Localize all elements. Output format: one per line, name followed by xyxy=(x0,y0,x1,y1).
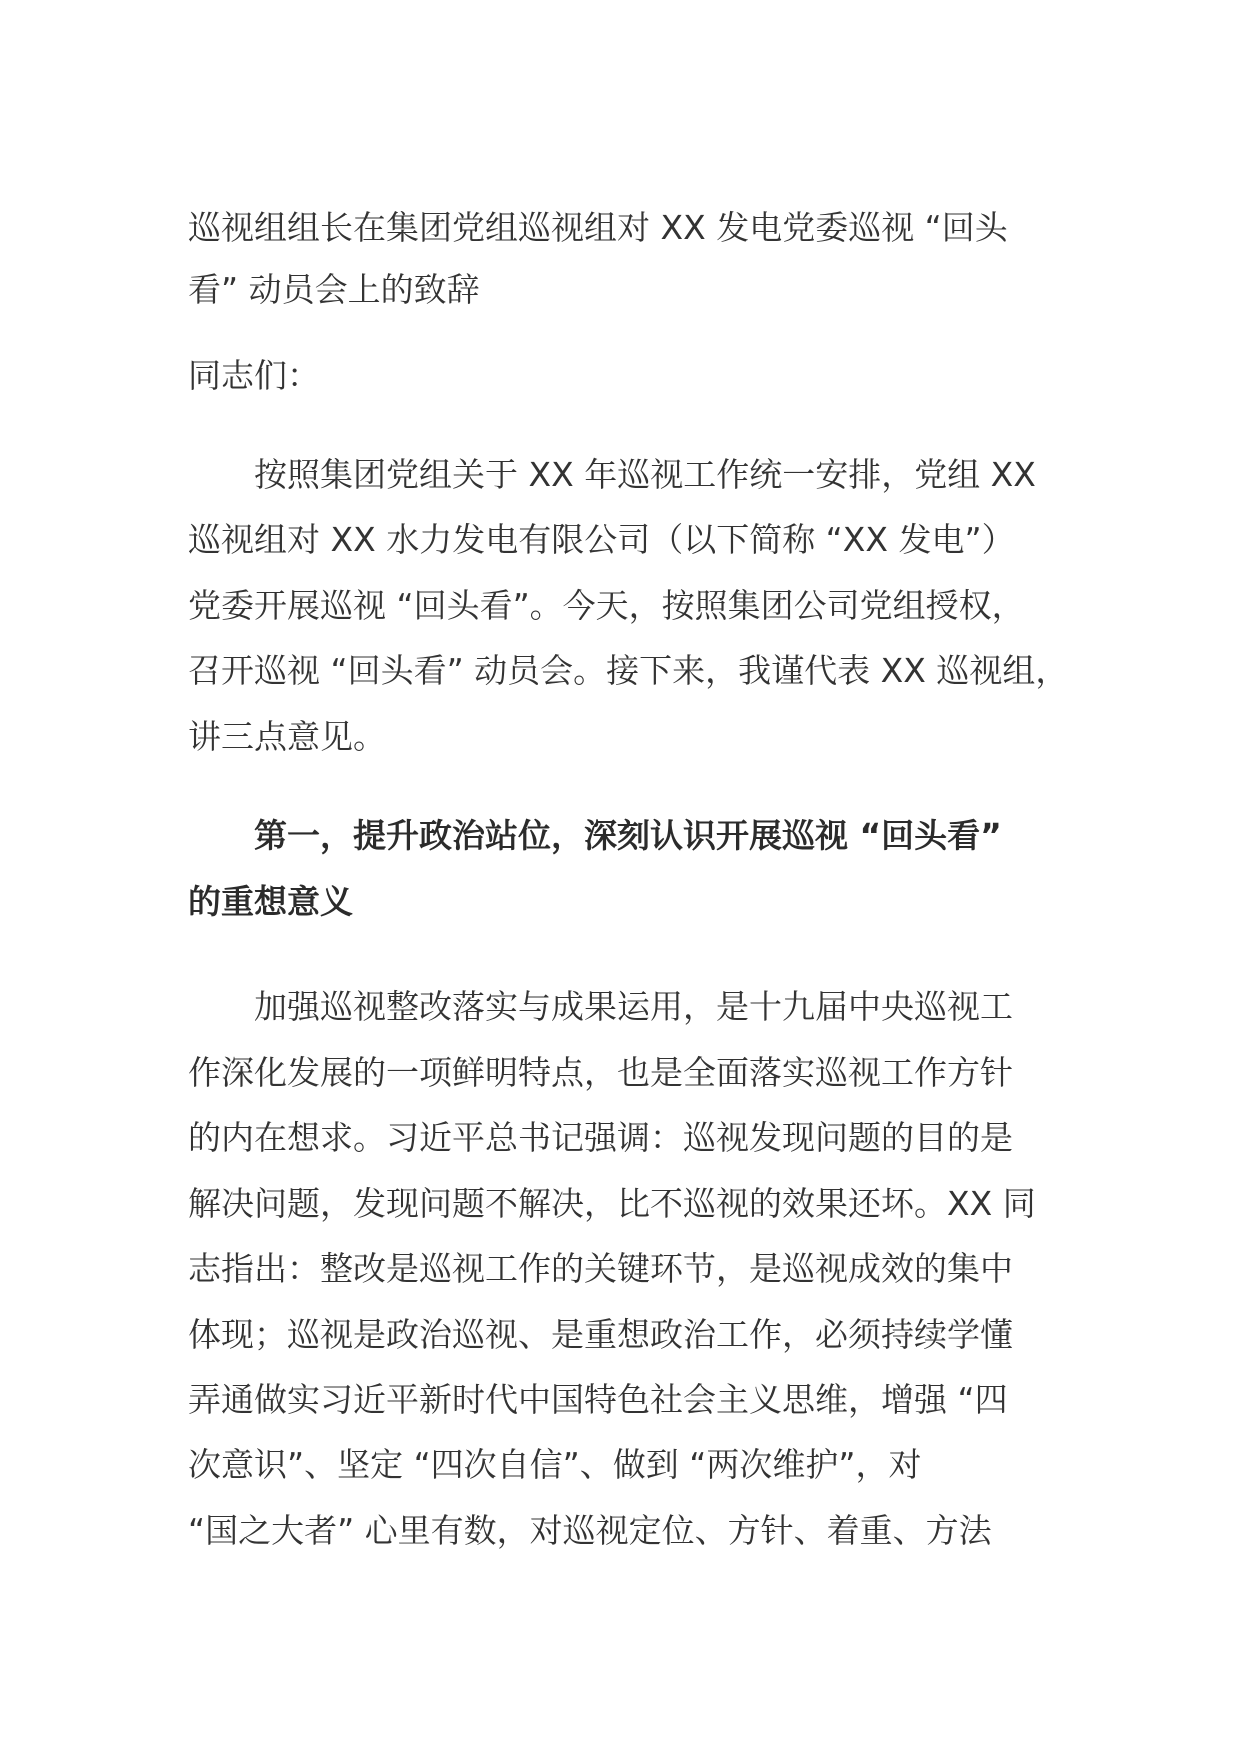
intro-line-1: 按照集团党组关于 XX 年巡视工作统一安排，党组 XX xyxy=(254,455,1036,494)
section1-body-line-8: 次意识”、坚定 “四次自信”、做到 “两次维护”，对 xyxy=(188,1445,922,1484)
section1-body-line-3: 的内在想求。习近平总书记强调：巡视发现问题的目的是 xyxy=(188,1118,1013,1157)
intro-line-2: 巡视组对 XX 水力发电有限公司（以下简称 “XX 发电”） xyxy=(188,520,1015,559)
intro-line-5: 讲三点意见。 xyxy=(188,717,386,756)
section1-body-line-7: 弄通做实习近平新时代中国特色社会主义思维，增强 “四 xyxy=(188,1380,1008,1419)
section1-body-line-1: 加强巡视整改落实与成果运用，是十九届中央巡视工 xyxy=(254,987,1013,1026)
salutation: 同志们： xyxy=(188,356,320,395)
section1-body-line-4: 解决问题，发现问题不解决，比不巡视的效果还坏。XX 同 xyxy=(188,1184,1036,1223)
section1-body-line-5: 志指出：整改是巡视工作的关键环节，是巡视成效的集中 xyxy=(188,1249,1013,1288)
title-line-1: 巡视组组长在集团党组巡视组对 XX 发电党委巡视 “回头 xyxy=(188,208,1008,247)
intro-line-4: 召开巡视 “回头看” 动员会。接下来，我谨代表 XX 巡视组， xyxy=(188,651,1069,690)
section1-body-line-9: “国之大者” 心里有数，对巡视定位、方针、着重、方法 xyxy=(188,1511,992,1550)
title-line-2: 看” 动员会上的致辞 xyxy=(188,270,480,309)
section1-heading-line-2: 的重想意义 xyxy=(188,882,353,921)
section1-heading-line-1: 第一，提升政治站位，深刻认识开展巡视 “回头看” xyxy=(254,816,1002,855)
section1-body-line-6: 体现；巡视是政治巡视、是重想政治工作，必须持续学懂 xyxy=(188,1315,1013,1354)
section1-body-line-2: 作深化发展的一项鲜明特点，也是全面落实巡视工作方针 xyxy=(188,1053,1013,1092)
intro-line-3: 党委开展巡视 “回头看”。今天，按照集团公司党组授权， xyxy=(188,586,1025,625)
